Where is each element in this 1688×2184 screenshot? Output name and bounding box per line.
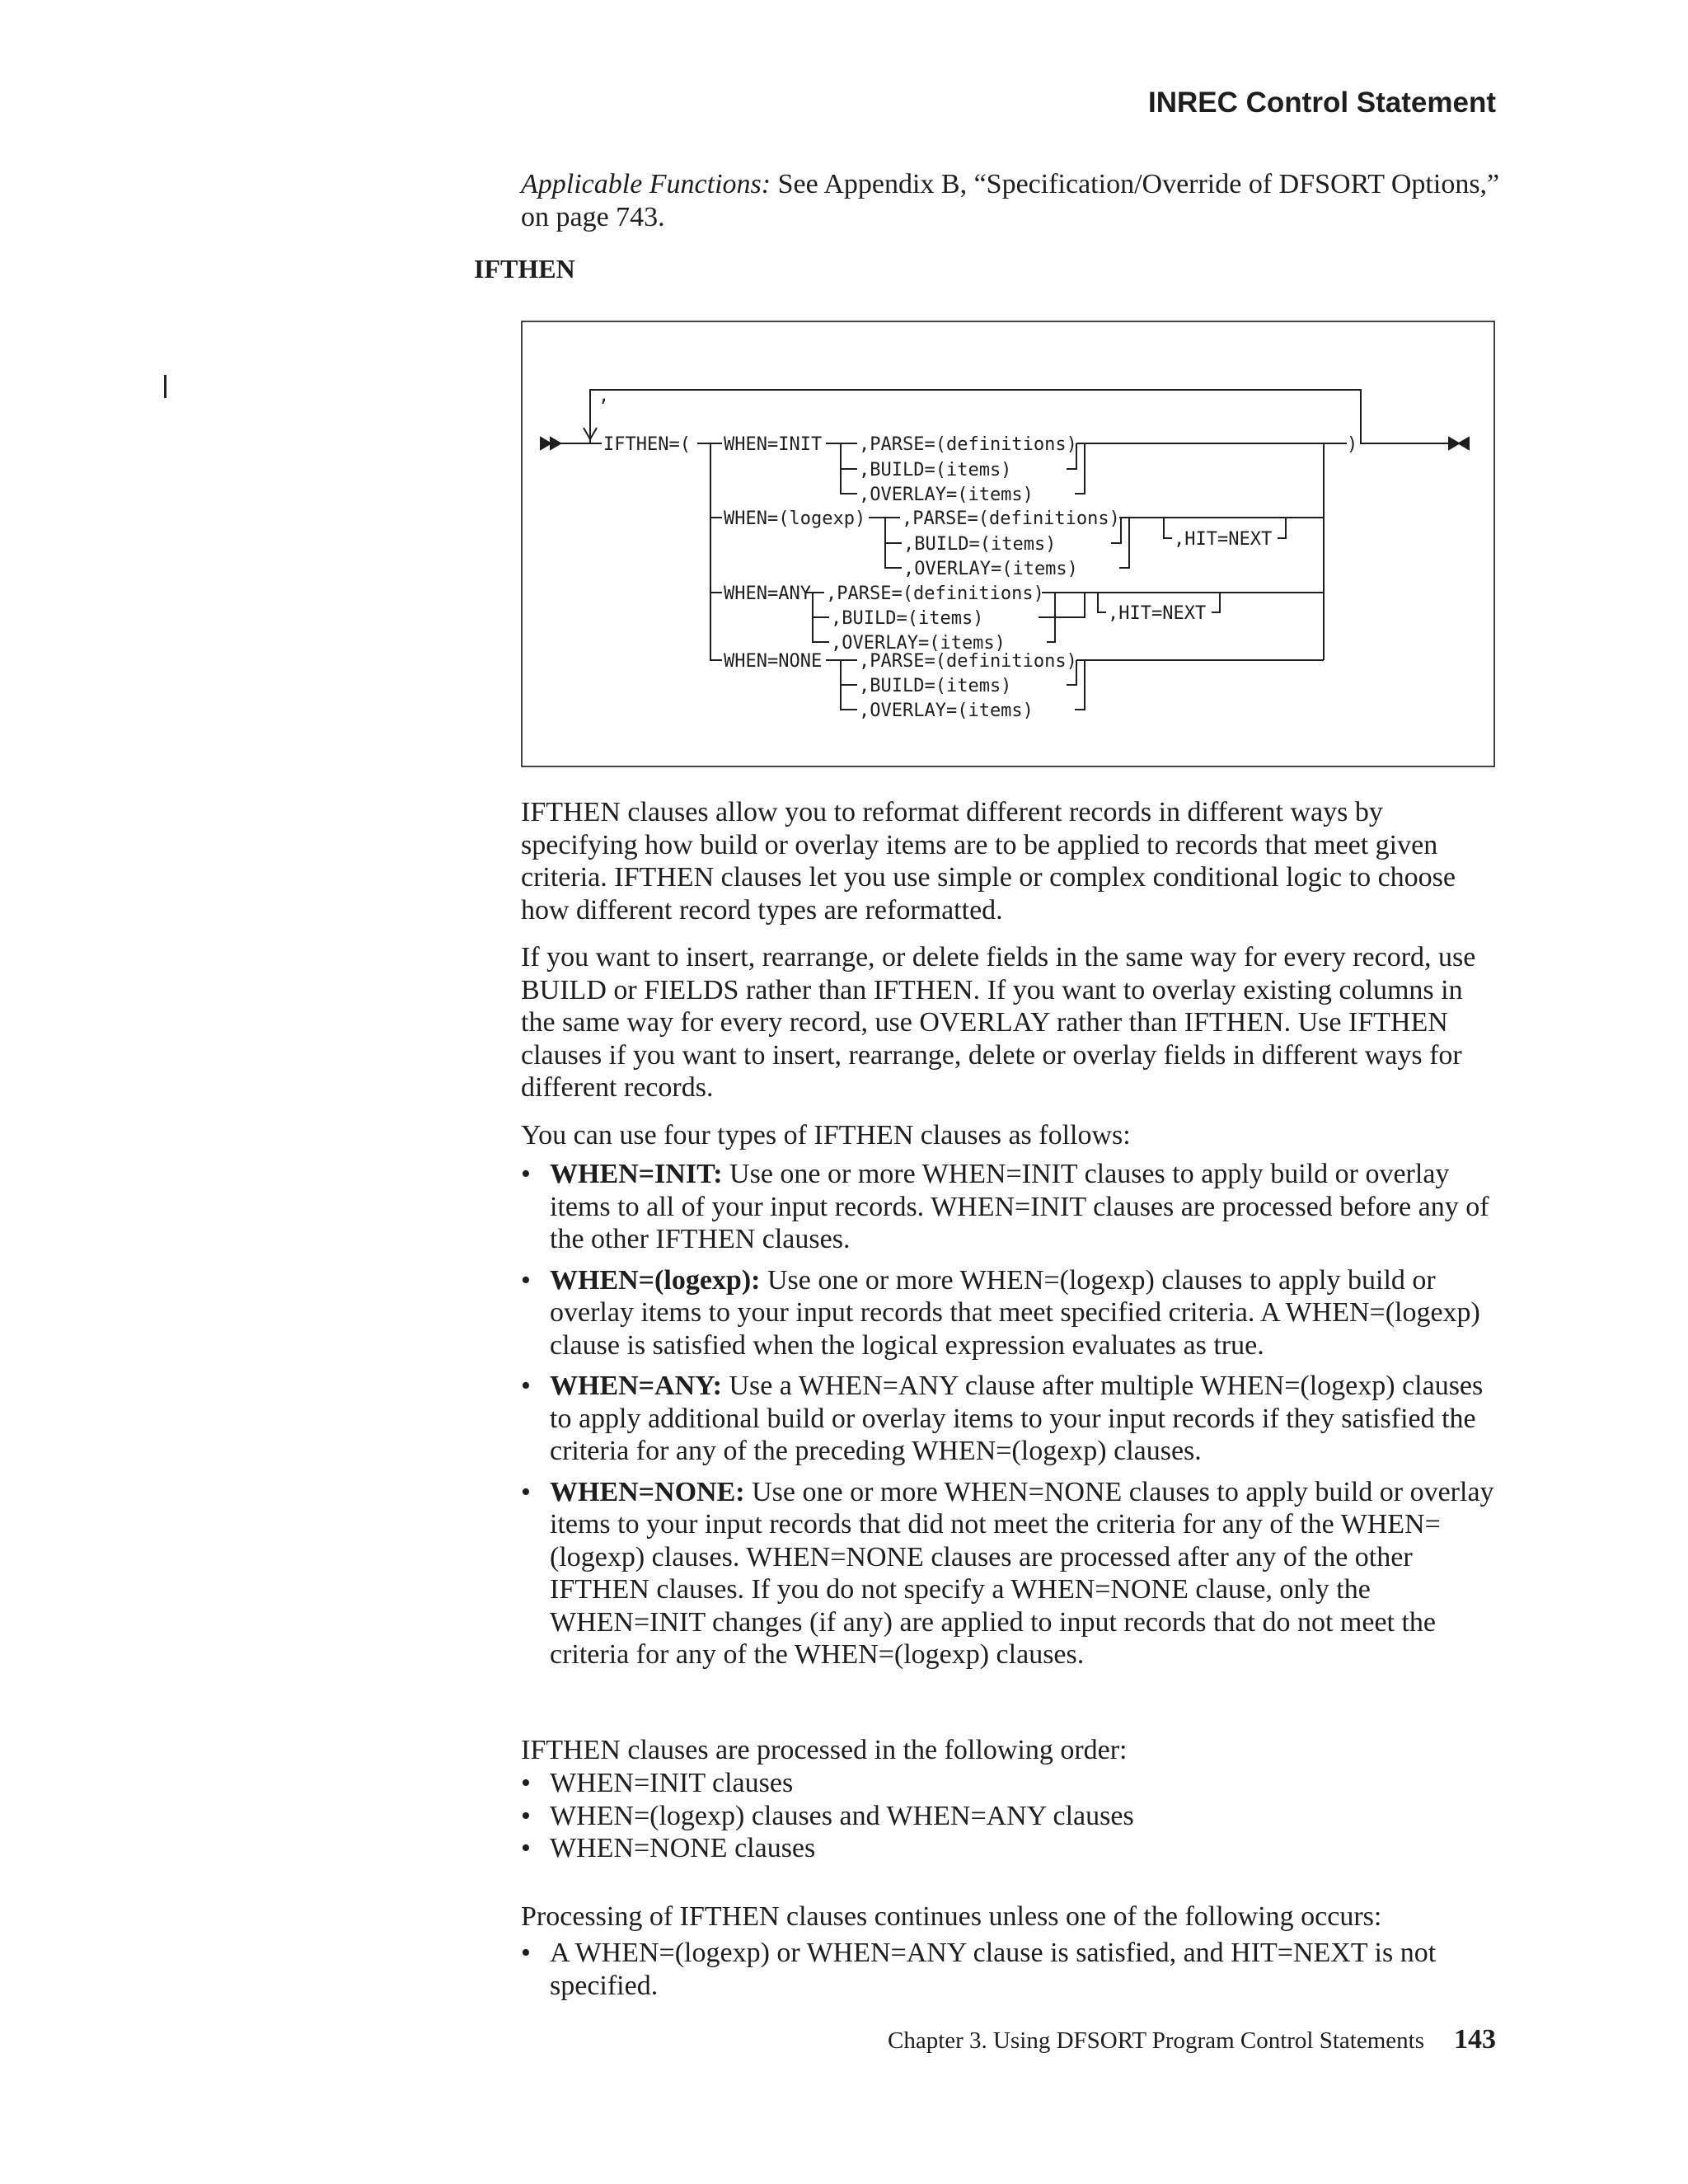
any-hit-next: ,HIT=NEXT: [1108, 603, 1207, 624]
any-overlay: ,OVERLAY=(items): [831, 633, 1006, 654]
logexp-overlay: ,OVERLAY=(items): [903, 559, 1078, 579]
order-item: WHEN=INIT clauses: [550, 1768, 794, 1798]
term: WHEN=(logexp):: [550, 1264, 761, 1296]
bullet-mark: •: [521, 1159, 531, 1189]
logexp-parse: ,PARSE=(definitions): [902, 509, 1120, 529]
when-none: WHEN=NONE: [724, 651, 823, 672]
order-item: WHEN=(logexp) clauses and WHEN=ANY clauses: [550, 1800, 1134, 1831]
paragraph-types-intro: You can use four types of IFTHEN clauses as follows:: [521, 1120, 1131, 1151]
list-item: [521, 1476, 1502, 1671]
bullet-mark: •: [521, 1476, 531, 1507]
running-head: INREC Control Statement: [1148, 87, 1496, 119]
end-arrow-icon-2: [1459, 438, 1469, 449]
bullet-mark: •: [521, 1800, 531, 1831]
continue-list: [521, 1937, 1502, 2002]
syntax-diagram: [521, 321, 1495, 767]
list-item: [521, 1264, 1502, 1362]
order-item: WHEN=NONE clauses: [550, 1833, 816, 1863]
repeat-separator: ,: [598, 386, 610, 406]
order-list: [521, 1767, 1502, 1865]
bullet-mark: •: [521, 1833, 531, 1863]
any-hit-line: [1098, 593, 1106, 612]
section-heading: IFTHEN: [474, 254, 575, 284]
when-any: WHEN=ANY: [724, 583, 811, 604]
none-build: ,BUILD=(items): [859, 676, 1012, 696]
any-build-join: [1039, 593, 1085, 617]
paragraph-build-overlay: If you want to insert, rearrange, or delete fields in the same way for every record, use BUILD or FIELDS rather than IFTHEN. If you want to overlay existing columns in the same way for every record, use OVERLAY rather than IFTHEN. Use IFTHEN clauses if you want to insert, rearrange, delete or overlay fields in different ways for different records.: [521, 942, 1476, 1103]
term-description: Use one or more WHEN=INIT clauses to apply build or overlay items to all of your input records. WHEN=INIT clauses are processed before any of the other IFTHEN clauses.: [550, 1159, 1489, 1254]
page-number: 143: [1454, 2024, 1496, 2055]
term: WHEN=ANY:: [550, 1371, 722, 1401]
any-parse: ,PARSE=(definitions): [826, 583, 1044, 604]
start-arrow-icon: [541, 438, 551, 449]
bullet-mark: •: [521, 1768, 531, 1798]
list-item: [521, 1800, 1502, 1833]
continue-item: A WHEN=(logexp) or WHEN=ANY clause is satisfied, and HIT=NEXT is not specified.: [550, 1938, 1437, 2001]
close-paren: ): [1347, 434, 1358, 455]
bullet-mark: •: [521, 1264, 531, 1296]
list-item: [521, 1937, 1502, 2002]
applicable-functions-text: See Appendix B, “Specification/Override of DFSORT Options,” on page 743.: [521, 169, 1500, 232]
when-init: WHEN=INIT: [724, 434, 823, 455]
term-description: Use one or more WHEN=NONE clauses to apply build or overlay items to your input records that did not meet the criteria for any of the WHEN=(logexp) clauses. WHEN=NONE clauses are processed after any of the other IFTHEN clauses. If you do not specify a WHEN=NONE clause, only the WHEN=INIT changes (if any) are applied to input records that do not meet the criteria for any of the WHEN=(logexp) clauses.: [550, 1476, 1494, 1670]
any-build: ,BUILD=(items): [831, 608, 984, 629]
list-item: [521, 1370, 1502, 1468]
term: WHEN=NONE:: [550, 1476, 745, 1507]
applicable-functions-label: Applicable Functions:: [521, 169, 771, 199]
none-overlay: ,OVERLAY=(items): [859, 701, 1034, 721]
clause-types-list: [521, 1158, 1502, 1671]
logexp-hit-join: [1278, 518, 1286, 538]
when-logexp: WHEN=(logexp): [724, 509, 866, 529]
any-hit-join: [1212, 593, 1220, 612]
term: WHEN=INIT:: [550, 1159, 723, 1189]
page-footer: [888, 2024, 1496, 2055]
paragraph-order-intro: IFTHEN clauses are processed in the following order:: [521, 1735, 1128, 1765]
applicable-functions: [521, 168, 1502, 234]
branch-spine: [710, 443, 722, 660]
init-parse: ,PARSE=(definitions): [859, 434, 1077, 455]
ifthen-keyword: IFTHEN=(: [603, 434, 691, 455]
logexp-build: ,BUILD=(items): [903, 534, 1057, 555]
bullet-mark: •: [521, 1371, 531, 1401]
paragraph-intro: IFTHEN clauses allow you to reformat different records in different ways by specifying how build or overlay items are to be applied to records that meet given criteria. IFTHEN clauses let you use simple or complex conditional logic to choose how different record types are reformatted.: [521, 797, 1456, 926]
list-item: [521, 1832, 1502, 1865]
none-parse: ,PARSE=(definitions): [859, 651, 1077, 672]
term-description: Use a WHEN=ANY clause after multiple WHEN=(logexp) clauses to apply additional build or overlay items to your input records if they satisfied the criteria for any of the preceding WHEN=(logexp) clauses.: [550, 1371, 1484, 1466]
logexp-hit-line: [1164, 518, 1172, 538]
revision-bar: [164, 375, 166, 398]
list-item: [521, 1767, 1502, 1800]
bullet-mark: •: [521, 1938, 531, 1968]
footer-chapter: Chapter 3. Using DFSORT Program Control Statements: [887, 2027, 1424, 2054]
term-description: Use one or more WHEN=(logexp) clauses to apply build or overlay items to your input records that meet specified criteria. A WHEN=(logexp) clause is satisfied when the logical expression evaluates as true.: [550, 1264, 1480, 1361]
syntax-diagram-svg: [523, 322, 1497, 769]
init-build: ,BUILD=(items): [859, 460, 1012, 480]
paragraph-continue-intro: Processing of IFTHEN clauses continues unless one of the following occurs:: [521, 1901, 1382, 1932]
list-item: [521, 1158, 1502, 1256]
start-arrow-icon-2: [551, 438, 560, 449]
init-overlay: ,OVERLAY=(items): [859, 485, 1034, 505]
logexp-hit-next: ,HIT=NEXT: [1174, 529, 1273, 550]
